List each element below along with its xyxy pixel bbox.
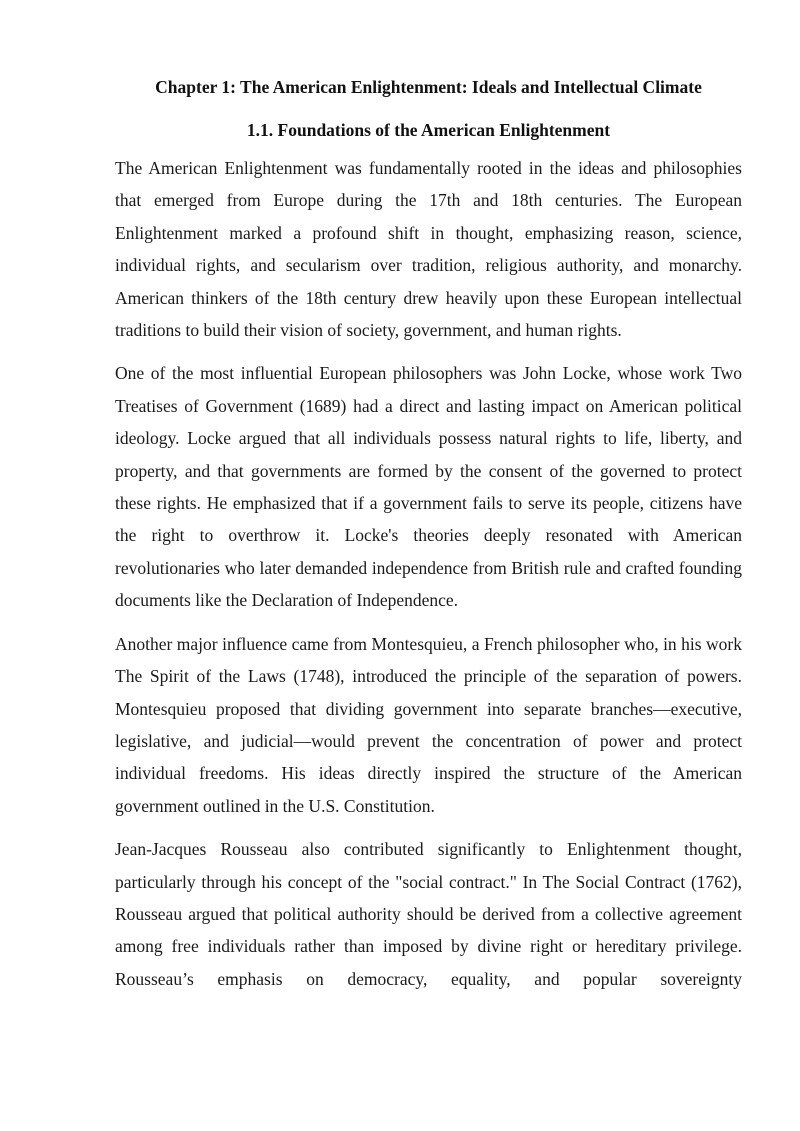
paragraph-locke: One of the most influential European philosophers was John Locke, whose work Two Treatises of Government (1689) had a direct and lasting impact on American political ideology. Locke argued that all individuals possess natural rights to life, liberty, and property, and that governments are formed by the consent of the governed to protect these rights. He emphasized that if a government fails to serve its people, citizens have the right to overthrow it. Locke's theories deeply resonated with American revolutionaries who later demanded independence from British rule and crafted founding documents like the Declaration of Independence. (115, 363, 742, 611)
chapter-title: Chapter 1: The American Enlightenment: Ideals and Intellectual Climate (155, 77, 702, 97)
paragraph-enlightenment-roots: The American Enlightenment was fundamentally rooted in the ideas and philosophies that emerged from Europe during the 17th and 18th centuries. The European Enlightenment marked a profound shift in thought, emphasizing reason, science, individual rights, and secularism over tradition, religious authority, and monarchy. American thinkers of the 18th century drew heavily upon these European intellectual traditions to build their vision of society, government, and human rights. (115, 158, 742, 341)
paragraph-rousseau: Jean-Jacques Rousseau also contributed significantly to Enlightenment thought, particularly through his concept of the "social contract." In The Social Contract (1762), Rousseau argued that political authority should be derived from a collective agreement among free individuals rather than imposed by divine right or hereditary privilege. Rousseau’s emphasis on democracy, equality, and popular sovereignty (115, 839, 742, 989)
paragraph-montesquieu: Another major influence came from Montesquieu, a French philosopher who, in his work The Spirit of the Laws (1748), introduced the principle of the separation of powers. Montesquieu proposed that dividing government into separate branches—executive, legislative, and judicial—would prevent the concentration of power and protect individual freedoms. His ideas directly inspired the structure of the American government outlined in the U.S. Constitution. (115, 633, 742, 816)
section-title: 1.1. Foundations of the American Enlightenment (246, 120, 611, 140)
